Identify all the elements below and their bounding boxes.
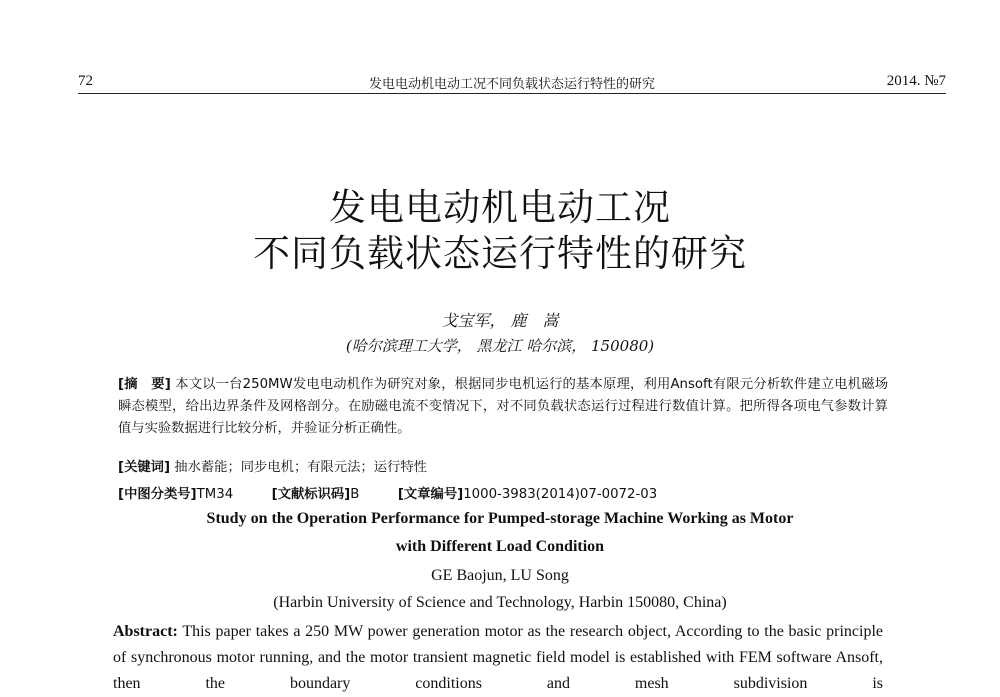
authors-en: GE Baojun, LU Song (431, 567, 569, 584)
keywords-cn-label: [关键词] (118, 460, 171, 475)
affiliation-en: (Harbin University of Science and Technology, Harbin 150080, China) (273, 594, 727, 611)
title-cn-line1: 发电电动机电动工况 (329, 186, 671, 229)
article-no-label: [文章编号] (397, 487, 464, 502)
abstract-cn-text: 本文以一台250MW发电电动机作为研究对象，根据同步电机运行的基本原理，利用Ansoft有限元分析软件建立电机磁场瞬态模型，给出边界条件及网格剖分。在励磁电流不变情况下，对不同负载状态运行过程进行数值计算。把所得各项电气参数计算值与实验数据进行比较分析，并验证分析正确性。 (118, 377, 889, 436)
running-header (78, 71, 946, 94)
title-cn-line2: 不同负载状态运行特性的研究 (253, 232, 747, 275)
page-number: 72 (78, 73, 93, 89)
authors-cn: 戈宝军， 鹿 嵩 (441, 311, 559, 330)
abstract-en (113, 619, 883, 697)
abstract-en-label: Abstract: (113, 623, 178, 640)
article-no-value: 1000-3983(2014)07-0072-03 (463, 487, 658, 502)
abstract-cn (118, 374, 888, 440)
title-en-line2: with Different Load Condition (395, 538, 605, 555)
doc-code-value: B (350, 487, 360, 502)
keywords-cn (118, 456, 888, 475)
running-title: 发电电动机电动工况不同负载状态运行特性的研究 (368, 77, 655, 92)
issue-number: 2014. №7 (886, 73, 946, 89)
classification-line (118, 483, 888, 502)
keywords-cn-text: 抽水蓄能；同步电机；有限元法；运行特性 (174, 460, 427, 475)
clc-label: [中图分类号] (118, 487, 197, 502)
abstract-cn-label: [摘 要] (118, 377, 171, 392)
affiliation-cn: (哈尔滨理工大学， 黑龙江 哈尔滨， 150080) (345, 337, 655, 355)
abstract-en-text: This paper takes a 250 MW power generation motor as the research object, According to the basic principle of synchronous motor running, and the motor transient magnetic field model is established with FEM software Ansoft, then the boundary conditions and mesh subdivision is (113, 623, 883, 692)
clc-value: TM34 (196, 487, 234, 502)
doc-code-label: [文献标识码] (271, 487, 351, 502)
title-en-line1: Study on the Operation Performance for Pumped-storage Machine Working as Motor (206, 510, 794, 527)
